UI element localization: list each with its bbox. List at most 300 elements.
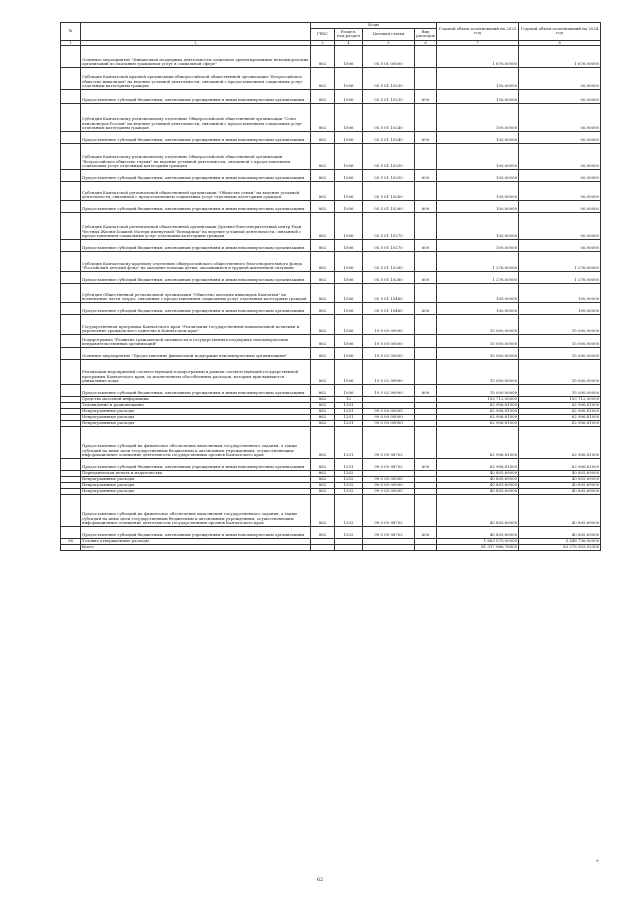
cell-target: 05 5 01 10480 (363, 283, 415, 302)
cell-no (61, 334, 81, 347)
cell-year-2024: 00,00000 (519, 181, 601, 200)
cell-year-2024: 62 906,81000 (519, 414, 601, 420)
cell-exptype (415, 544, 437, 550)
table-row (61, 67, 601, 89)
cell-year-2023: 62 906,81000 (437, 420, 519, 426)
cell-target: 99 0 00 00000 (363, 420, 415, 426)
header-exptype: Вид расходов (416, 28, 435, 38)
cell-name: Периодическая печать и издательства (81, 470, 311, 476)
cell-year-2024: 40 805,69000 (519, 526, 601, 538)
cell-year-2023: 100,00000 (437, 239, 519, 251)
cell-exptype (415, 45, 437, 67)
header-year-2024: Годовой объем ассигнований на 2024 год (519, 23, 601, 41)
index-cell: 4 (335, 40, 363, 45)
cell-year-2024: 00,00000 (519, 67, 601, 89)
cell-grbs: 862 (311, 402, 335, 408)
cell-year-2023: 40 805,69000 (437, 476, 519, 482)
cell-section: 1006 (335, 89, 363, 103)
cell-year-2023: 15 000,00000 (437, 314, 519, 334)
cell-section: 1201 (335, 402, 363, 408)
cell-grbs: 862 (311, 143, 335, 169)
cell-grbs: 862 (311, 347, 335, 359)
cell-year-2024: 00,00000 (519, 89, 601, 103)
cell-exptype (415, 359, 437, 384)
cell-section: 1202 (335, 482, 363, 488)
cell-no (61, 143, 81, 169)
cell-name: Государственная программа Камчатского края "Реализация государственной национальной политики и укрепление гражданского единства в Камчатском крае" (81, 314, 311, 334)
table-row (61, 384, 601, 396)
cell-year-2023: 15 000,00000 (437, 384, 519, 396)
cell-section: 1006 (335, 45, 363, 67)
cell-target: 05 5 01 10260 (363, 181, 415, 200)
cell-target: 19 5 00 00000 (363, 334, 415, 347)
cell-year-2023: 40 805,69000 (437, 494, 519, 526)
cell-name: Непрограммные расходы (81, 488, 311, 494)
cell-name: Предоставление субсидий бюджетным, автономным учреждениям и иным некоммерческим организациям (81, 89, 311, 103)
cell-name: Предоставление субсидий бюджетным, автономным учреждениям и иным некоммерческим организациям (81, 458, 311, 470)
cell-name: Предоставление субсидий бюджетным, автономным учреждениям и иным некоммерческим организациям (81, 200, 311, 212)
cell-name: Условно утвержденные расходы (81, 538, 311, 544)
cell-grbs: 862 (311, 181, 335, 200)
cell-no (61, 526, 81, 538)
cell-no (61, 314, 81, 334)
cell-year-2023: 40 805,69000 (437, 470, 519, 476)
cell-target: 05 5 01 10230 (363, 89, 415, 103)
cell-exptype: 600 (415, 526, 437, 538)
cell-target: 99 0 00 00000 (363, 414, 415, 420)
cell-name: Реализация мероприятий соответствующей подпрограммы в рамках соответствующей государственной программы Камчатского края, за исключением обособленных расходов, которым присваиваются уникальные коды (81, 359, 311, 384)
cell-exptype: 600 (415, 169, 437, 181)
cell-year-2023: 81 317 966,76905 (437, 544, 519, 550)
cell-year-2024: 00,00000 (519, 143, 601, 169)
cell-grbs: 862 (311, 302, 335, 314)
cell-year-2023: 150,00000 (437, 67, 519, 89)
cell-grbs: 862 (311, 67, 335, 89)
cell-target: 05 5 01 10240 (363, 103, 415, 131)
cell-name: Субсидия Общественной региональной организации "Общество молодых инвалидов Камчатки" на возмещение части затрат, связанных с предоставлением социальных услуг отдельным категориям граждан (81, 283, 311, 302)
cell-target: 05 5 01 10230 (363, 67, 415, 89)
table-row (61, 239, 601, 251)
cell-name: Субсидия Камчатскому региональному отделению Общероссийской общественной организации "Союз пенсионеров России" на ведение уставной деятельности, связанной с предоставлением социальных услуг отдельным категориям граждан (81, 103, 311, 131)
cell-name: Субсидия Камчатскому региональному отделению Общероссийской общественной организации "Всероссийское общество глухих" на ведение уставной деятельности, связанной с предоставлением социальных услуг отдельным категориям граждан (81, 143, 311, 169)
cell-section: 1201 (335, 426, 363, 458)
cell-target: 99 0 00 00000 (363, 476, 415, 482)
cell-section: 1006 (335, 239, 363, 251)
cell-no (61, 458, 81, 470)
cell-section: 1006 (335, 314, 363, 334)
table-row (61, 89, 601, 103)
cell-name: Предоставление субсидий бюджетным, автономным учреждениям и иным некоммерческим организациям (81, 526, 311, 538)
cell-year-2024: 00,00000 (519, 169, 601, 181)
cell-year-2024: 00,00000 (519, 200, 601, 212)
table-row (61, 271, 601, 283)
cell-target: 19 0 00 00000 (363, 314, 415, 334)
header-target: Целевая статья (363, 28, 415, 40)
cell-no: 36 (61, 538, 81, 544)
cell-exptype (415, 494, 437, 526)
header-no: № (61, 23, 81, 41)
cell-grbs: 862 (311, 212, 335, 239)
cell-section: 1006 (335, 359, 363, 384)
cell-grbs: 862 (311, 494, 335, 526)
cell-no (61, 181, 81, 200)
cell-year-2023: 150,00000 (437, 89, 519, 103)
cell-grbs: 862 (311, 251, 335, 271)
cell-target: 05 5 01 10240 (363, 131, 415, 143)
table-row (61, 251, 601, 271)
cell-year-2023: 15 000,00000 (437, 334, 519, 347)
cell-year-2023: 100,00000 (437, 212, 519, 239)
cell-year-2024: 40 805,69000 (519, 488, 601, 494)
cell-year-2024: 40 805,69000 (519, 470, 601, 476)
table-row (61, 544, 601, 550)
table-row (61, 283, 601, 302)
cell-target: 99 0 00 98702 (363, 458, 415, 470)
cell-no (61, 359, 81, 384)
cell-grbs: 862 (311, 200, 335, 212)
table-body (61, 45, 601, 550)
cell-name: Предоставление субсидий бюджетным, автономным учреждениям и иным некоммерческим организациям (81, 169, 311, 181)
cell-no (61, 494, 81, 526)
table-row (61, 181, 601, 200)
cell-section: 1006 (335, 67, 363, 89)
cell-name: Непрограммные расходы (81, 482, 311, 488)
cell-section: 1006 (335, 271, 363, 283)
cell-exptype: 600 (415, 458, 437, 470)
cell-grbs: 862 (311, 420, 335, 426)
table-row (61, 45, 601, 67)
cell-grbs: 862 (311, 408, 335, 414)
cell-section: 1006 (335, 181, 363, 200)
cell-year-2024: 83 275 929,02300 (519, 544, 601, 550)
cell-grbs: 862 (311, 426, 335, 458)
cell-no (61, 271, 81, 283)
cell-section: 1006 (335, 131, 363, 143)
cell-section: 1006 (335, 283, 363, 302)
cell-year-2024: 40 805,69000 (519, 482, 601, 488)
table-row (61, 131, 601, 143)
cell-name: Всего (81, 544, 311, 550)
cell-name: Непрограммные расходы (81, 420, 311, 426)
cell-no (61, 67, 81, 89)
cell-grbs: 862 (311, 414, 335, 420)
cell-exptype: 600 (415, 131, 437, 143)
cell-exptype (415, 251, 437, 271)
cell-grbs: 862 (311, 458, 335, 470)
cell-exptype: 600 (415, 200, 437, 212)
cell-year-2023: 103 712,50000 (437, 396, 519, 402)
cell-name: Телевидение и радиовещание (81, 402, 311, 408)
cell-no (61, 347, 81, 359)
cell-no (61, 89, 81, 103)
cell-target: 05 5 01 10250 (363, 169, 415, 181)
cell-target: 19 5 02 00000 (363, 347, 415, 359)
header-codes: Коды (311, 23, 437, 29)
table-row (61, 302, 601, 314)
cell-grbs: 862 (311, 169, 335, 181)
cell-grbs: 862 (311, 476, 335, 482)
cell-grbs: 862 (311, 359, 335, 384)
cell-no (61, 200, 81, 212)
table-row (61, 200, 601, 212)
cell-section: 1202 (335, 494, 363, 526)
cell-no (61, 426, 81, 458)
table-row (61, 494, 601, 526)
cell-grbs: 862 (311, 396, 335, 402)
cell-exptype (415, 283, 437, 302)
cell-grbs: 862 (311, 488, 335, 494)
cell-exptype: 600 (415, 239, 437, 251)
cell-year-2023: 100,00000 (437, 181, 519, 200)
cell-section: 1006 (335, 143, 363, 169)
cell-exptype (415, 334, 437, 347)
cell-name: Предоставление субсидий бюджетным, автономным учреждениям и иным некоммерческим организациям (81, 271, 311, 283)
table-row (61, 334, 601, 347)
cell-name: Предоставление субсидий на финансовое обеспечение выполнения государственного задания, а также субсидий на иные цели государственным бюджетным и автономным учреждениям, осуществляющим информационное освещение деятельности государственных органов Камчатского края (81, 426, 311, 458)
cell-year-2024: 62 906,81000 (519, 458, 601, 470)
cell-exptype (415, 314, 437, 334)
cell-year-2024: 62 906,81000 (519, 420, 601, 426)
cell-year-2023: 15 000,00000 (437, 347, 519, 359)
cell-grbs: 862 (311, 526, 335, 538)
cell-year-2023: 100,00000 (437, 302, 519, 314)
cell-year-2024: 1 676,00000 (519, 45, 601, 67)
cell-year-2023: 100,00000 (437, 103, 519, 131)
cell-year-2023: 100,00000 (437, 283, 519, 302)
cell-grbs: 862 (311, 239, 335, 251)
cell-name: Предоставление субсидий бюджетным, автономным учреждениям и иным некоммерческим организациям (81, 302, 311, 314)
cell-no (61, 239, 81, 251)
cell-target: 05 5 01 10260 (363, 200, 415, 212)
cell-section: 1201 (335, 420, 363, 426)
header-grbs: ГРБС (311, 28, 335, 40)
cell-section: 1201 (335, 408, 363, 414)
cell-year-2024: 40 805,69000 (519, 476, 601, 482)
cell-year-2023: 100,00000 (437, 169, 519, 181)
index-cell: 1 (61, 40, 81, 45)
cell-target: 05 5 01 10270 (363, 212, 415, 239)
cell-year-2023: 1 676,00000 (437, 45, 519, 67)
cell-no (61, 45, 81, 67)
cell-year-2024: 62 906,81000 (519, 408, 601, 414)
cell-year-2023: 40 805,69000 (437, 488, 519, 494)
table-row (61, 169, 601, 181)
cell-grbs: 862 (311, 384, 335, 396)
cell-year-2023: 1 276,00000 (437, 251, 519, 271)
cell-year-2023: 1 663 075,00000 (437, 538, 519, 544)
cell-year-2023: 40 805,69000 (437, 482, 519, 488)
index-cell: 5 (363, 40, 415, 45)
cell-target: 05 5 01 10480 (363, 302, 415, 314)
header-section: Раздел, под-раздел (335, 28, 363, 40)
cell-year-2023: 100,00000 (437, 131, 519, 143)
cell-name: Субсидия Камчатской региональной общественной организации Духовно-благотворительный центр Ради Честных Жизни Божией Матери именуемой "Всецарица" на ведение уставной деятельности, связанной с предоставлением социальных услуг отдельным категориям граждан (81, 212, 311, 239)
cell-section: 1006 (335, 384, 363, 396)
cell-grbs: 862 (311, 482, 335, 488)
cell-section: 1006 (335, 169, 363, 181)
cell-year-2024: 00,00000 (519, 239, 601, 251)
cell-year-2023: 62 906,81000 (437, 458, 519, 470)
cell-exptype (415, 426, 437, 458)
cell-year-2024: 62 906,81000 (519, 426, 601, 458)
cell-section: 1006 (335, 251, 363, 271)
index-cell: 2 (81, 40, 311, 45)
cell-exptype (415, 212, 437, 239)
table-row (61, 458, 601, 470)
cell-year-2023: 40 805,69000 (437, 526, 519, 538)
cell-name: Субсидия Камчатской региональной общественной организации "Общество семьи" на ведение уставной деятельности, связанной с предоставлением социальных услуг отдельным категориям граждан (81, 181, 311, 200)
cell-name: Непрограммные расходы (81, 408, 311, 414)
cell-name: Предоставление субсидий на финансовое обеспечение выполнения государственного задания, а также субсидий на иные цели государственным бюджетным и автономным учреждениям, осуществляющим информационное освещение деятельности государственных органов Камчатского края (81, 494, 311, 526)
cell-year-2024: 62 906,81000 (519, 402, 601, 408)
cell-year-2024: 00,00000 (519, 212, 601, 239)
cell-exptype (415, 181, 437, 200)
cell-year-2023: 100,00000 (437, 143, 519, 169)
table-row (61, 426, 601, 458)
page-number: 62 (316, 877, 324, 883)
cell-year-2023: 62 906,81000 (437, 402, 519, 408)
cell-target: 99 0 00 00000 (363, 482, 415, 488)
cell-exptype: 600 (415, 384, 437, 396)
table-row (61, 103, 601, 131)
cell-section: 1006 (335, 347, 363, 359)
cell-grbs: 862 (311, 131, 335, 143)
cell-no (61, 103, 81, 131)
cell-grbs: 862 (311, 89, 335, 103)
cell-target: 99 0 00 00000 (363, 408, 415, 414)
cell-target: 05 5 01 10250 (363, 143, 415, 169)
cell-year-2023: 100,00000 (437, 200, 519, 212)
cell-year-2024: 15 000,00000 (519, 359, 601, 384)
cell-section: 1202 (335, 526, 363, 538)
cell-target: 05 5 01 10270 (363, 239, 415, 251)
cell-grbs: 862 (311, 103, 335, 131)
table-row (61, 212, 601, 239)
cell-no (61, 384, 81, 396)
index-cell: 3 (311, 40, 335, 45)
cell-target: 19 5 02 99990 (363, 359, 415, 384)
cell-section: 1006 (335, 212, 363, 239)
cell-exptype: 600 (415, 302, 437, 314)
cell-section (335, 544, 363, 550)
cell-year-2024: 00,00000 (519, 131, 601, 143)
cell-year-2024: 15 000,00000 (519, 384, 601, 396)
header-name-blank (81, 23, 311, 41)
cell-exptype: 600 (415, 271, 437, 283)
cell-section: 1006 (335, 334, 363, 347)
cell-exptype (415, 347, 437, 359)
cell-year-2024: 15 000,00000 (519, 334, 601, 347)
cell-section: 12 (335, 396, 363, 402)
cell-year-2024: 1 276,00000 (519, 271, 601, 283)
cell-year-2024: 100,00000 (519, 283, 601, 302)
index-cell: 8 (519, 40, 601, 45)
cell-section: 1201 (335, 414, 363, 420)
cell-exptype (415, 67, 437, 89)
cell-grbs: 862 (311, 283, 335, 302)
table-row (61, 347, 601, 359)
cell-year-2023: 62 906,81000 (437, 426, 519, 458)
index-cell: 6 (415, 40, 437, 45)
cell-section: 1201 (335, 458, 363, 470)
cell-no (61, 251, 81, 271)
cell-section: 1202 (335, 488, 363, 494)
cell-year-2024: 00,00000 (519, 103, 601, 131)
cell-name: Средства массовой информации (81, 396, 311, 402)
cell-name: Предоставление субсидий бюджетным, автономным учреждениям и иным некоммерческим организациям (81, 384, 311, 396)
table-row (61, 143, 601, 169)
cell-grbs: 862 (311, 470, 335, 476)
margin-mark: * (596, 859, 599, 865)
cell-year-2023: 62 906,81000 (437, 414, 519, 420)
cell-no (61, 544, 81, 550)
cell-name: Непрограммные расходы (81, 414, 311, 420)
cell-target: 99 0 00 98702 (363, 426, 415, 458)
cell-name: Субсидия Камчатской краевой организации общероссийской общественной организации "Всероссийское общество инвалидов" на ведение уставной деятельности, связанной с предоставлением социальных услуг отдельным категориям граждан (81, 67, 311, 89)
cell-section: 1006 (335, 103, 363, 131)
cell-year-2023: 1 276,00000 (437, 271, 519, 283)
cell-target (363, 544, 415, 550)
cell-target: 99 0 00 98702 (363, 526, 415, 538)
cell-target: 99 0 00 98702 (363, 494, 415, 526)
cell-no (61, 169, 81, 181)
cell-year-2024: 15 000,00000 (519, 347, 601, 359)
cell-exptype: 600 (415, 89, 437, 103)
cell-name: Основное мероприятие "Предоставление финансовой поддержки некоммерческим организациям" (81, 347, 311, 359)
cell-name: Субсидия Камчатскому краевому отделению общероссийского общественного благотворительного фонда "Российский детский фонд" на оказание помощи детям, оказавшимся в трудной жизненной ситуации (81, 251, 311, 271)
cell-name: Основное мероприятие "Финансовая поддержка деятельности социально ориентированных некоммерческих организаций по оказанию гражданам услуг в социальной сфере" (81, 45, 311, 67)
cell-grbs: 862 (311, 314, 335, 334)
cell-exptype (415, 143, 437, 169)
cell-year-2024: 100,00000 (519, 302, 601, 314)
budget-table (60, 22, 601, 551)
cell-target: 05 5 01 10280 (363, 271, 415, 283)
cell-target: 99 0 00 00000 (363, 488, 415, 494)
cell-no (61, 131, 81, 143)
cell-name: Непрограммные расходы (81, 476, 311, 482)
cell-section: 1006 (335, 200, 363, 212)
cell-no (61, 302, 81, 314)
cell-year-2023: 15 000,00000 (437, 359, 519, 384)
cell-name: Предоставление субсидий бюджетным, автономным учреждениям и иным некоммерческим организациям (81, 131, 311, 143)
cell-year-2023: 62 906,81000 (437, 408, 519, 414)
cell-no (61, 212, 81, 239)
table-row (61, 314, 601, 334)
cell-grbs: 862 (311, 45, 335, 67)
cell-target: 05 5 01 00000 (363, 45, 415, 67)
cell-section: 1202 (335, 470, 363, 476)
cell-section: 1006 (335, 302, 363, 314)
cell-exptype (415, 103, 437, 131)
cell-target: 05 5 01 10280 (363, 251, 415, 271)
cell-grbs: 862 (311, 271, 335, 283)
cell-year-2024: 3 548 736,00000 (519, 538, 601, 544)
cell-year-2024: 103 712,50000 (519, 396, 601, 402)
cell-grbs (311, 544, 335, 550)
cell-year-2024: 40 805,69000 (519, 494, 601, 526)
cell-no (61, 283, 81, 302)
cell-name: Подпрограмма "Развитие гражданской активности и государственная поддержка некоммерческих неправительственных организаций" (81, 334, 311, 347)
cell-year-2024: 1 276,00000 (519, 251, 601, 271)
table-row (61, 359, 601, 384)
cell-grbs: 862 (311, 334, 335, 347)
cell-name: Предоставление субсидий бюджетным, автономным учреждениям и иным некоммерческим организациям (81, 239, 311, 251)
table-row (61, 526, 601, 538)
header-year-2023: Годовой объем ассигнований на 2023 год (437, 23, 519, 41)
cell-target: 19 5 02 99990 (363, 384, 415, 396)
cell-year-2024: 15 000,00000 (519, 314, 601, 334)
index-cell: 7 (437, 40, 519, 45)
